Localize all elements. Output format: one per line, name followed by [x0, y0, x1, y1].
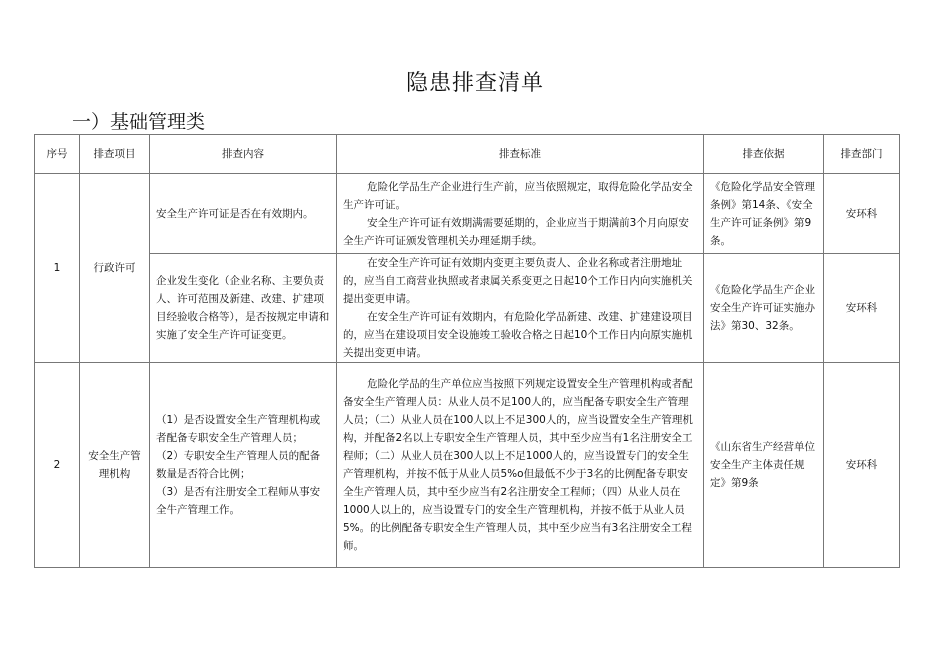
standard-paragraph: 危险化学品生产企业进行生产前，应当依照规定，取得危险化学品安全生产许可证。 — [343, 180, 693, 211]
standard-paragraph: 在安全生产许可证有效期内变更主要负责人、企业名称或者注册地址的，应当自工商营业执照或者隶属关系变更之日起10个工作日内向实施机关提出变更申请。 — [343, 257, 693, 305]
row-number: 1 — [35, 174, 80, 363]
check-basis: 《危险化学品生产企业安全生产许可证实施办法》第30、32条。 — [704, 254, 824, 363]
check-content-line: （1）是否设置安全生产管理机构或者配备专职安全生产管理人员； — [156, 414, 321, 444]
table-row — [35, 363, 900, 568]
check-basis: 《山东省生产经营单位安全生产主体责任规定》第9条 — [704, 363, 824, 568]
check-content — [150, 174, 337, 254]
check-content-line: 安全生产许可证是否在有效期内。 — [156, 207, 314, 220]
check-content-line: （2）专职安全生产管理人员的配备数量是否符合比例； — [156, 450, 321, 480]
check-dept: 安环科 — [824, 174, 900, 254]
check-standard — [337, 254, 704, 363]
standard-paragraph: 危险化学品的生产单位应当按照下列规定设置安全生产管理机构或者配备安全生产管理人员：从业人员不足100人的，应当配备专职安全生产管理人员；（二）从业人员在100人以上不足300人的，应当设置安全生产管理机构，并配备2名以上专职安全生产管理人员，其中至少应当有1名注册安全工程师；（二）从业人员在300人以上不足1000人的，应当设置专门的安全生产管理机构，并按不低于从业人员5%o但最低不少于3名的比例配备专职安全生产管理人员，其中至少应当有2名注册安全工程师；（四）从业人员在1000人以上的，应当设置专门的安全生产管理机构，并按不低于从业人员5%。的比例配备专职安全生产管理人员，其中至少应当有3名注册安全工程师。 — [343, 378, 693, 552]
check-item: 行政许可 — [80, 174, 150, 363]
table-row — [35, 254, 900, 363]
standard-paragraph: 安全生产许可证有效期满需要延期的，企业应当于期满前3个月向原安全生产许可证颁发管理机关办理延期手续。 — [343, 216, 689, 247]
header-dept: 排查部门 — [824, 135, 900, 174]
header-row — [35, 135, 900, 174]
check-basis: 《危险化学品安全管理条例》第14条、《安全生产许可证条例》第9条。 — [704, 174, 824, 254]
check-content — [150, 254, 337, 363]
header-content: 排查内容 — [150, 135, 337, 174]
header-item: 排查项目 — [80, 135, 150, 174]
header-standard: 排查标准 — [337, 135, 704, 174]
table-row — [35, 174, 900, 254]
row-number: 2 — [35, 363, 80, 568]
check-content-line: （3）是否有注册安全工程师从事安全牛产管理工作。 — [156, 486, 321, 516]
check-dept: 安环科 — [824, 363, 900, 568]
check-standard — [337, 363, 704, 568]
check-standard — [337, 174, 704, 254]
header-no: 序号 — [35, 135, 80, 174]
header-basis: 排查依据 — [704, 135, 824, 174]
page-title: 隐患排查清单 — [405, 71, 544, 96]
section-heading: 一）基础管理类 — [72, 111, 206, 133]
check-content — [150, 363, 337, 568]
check-item: 安全生产管理机构 — [80, 363, 150, 568]
checklist-table — [34, 134, 900, 568]
check-dept: 安环科 — [824, 254, 900, 363]
check-content-line: 企业发生变化（企业名称、主要负责人、许可范围及新建、改建、扩建项目经验收合格等），是否按规定申请和实施了安全生产许可证变更。 — [156, 275, 330, 341]
standard-paragraph: 在安全生产许可证有效期内，有危险化学品新建、改建、扩建建设项目的，应当在建设项目安全设施竣工验收合格之日起10个工作日内向原实施机关提出变更申请。 — [343, 311, 693, 359]
